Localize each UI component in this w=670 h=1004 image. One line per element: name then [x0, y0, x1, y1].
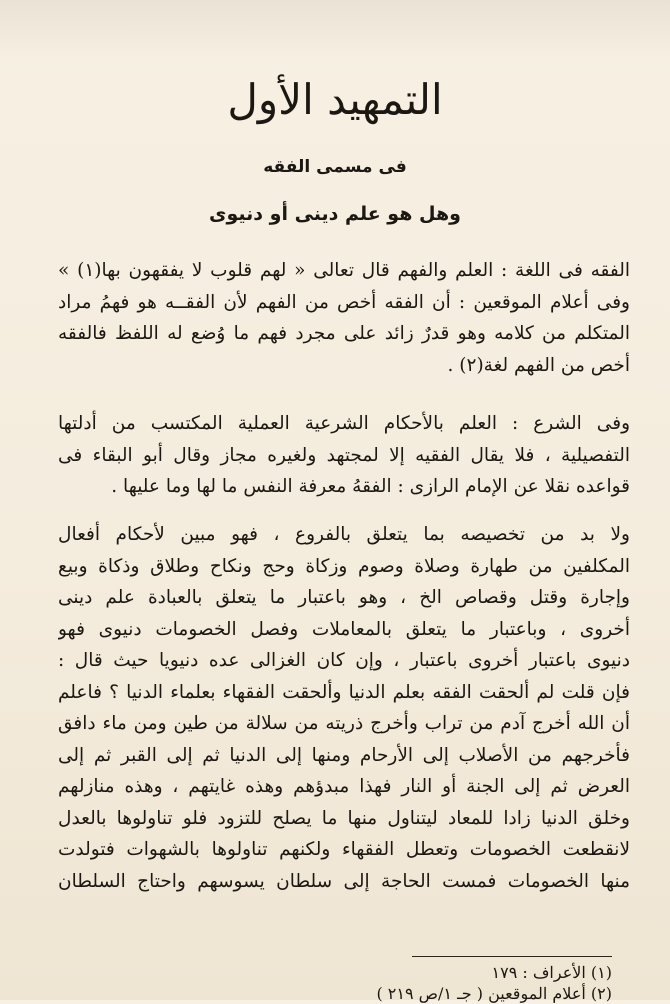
text-line: ولا بد من تخصيصه بما يتعلق بالفروع ، فهو مبين لأحكام أفعال [58, 524, 630, 545]
text-line: وإجارة وقتل وقصاص الخ ، وهو باعتبار ما يتعلق بالعبادة علم دينى [58, 587, 630, 608]
section-question: وهل هو علم دينى أو دنيوى [209, 203, 461, 225]
text-line: فإن قلت لم ألحقت الفقه بعلم الدنيا وألحقت الفقهاء بعلماء الدنيا ؟ فاعلم [58, 681, 630, 703]
footnote-2: (٢) أعلام الموقعين ( جـ ١/ص ٢١٩ ) [376, 984, 612, 1003]
text-line: التفصيلية ، فلا يقال الفقيه إلا لمجتهد ولغيره مجاز وقال أبو البقاء فى [58, 444, 630, 466]
text-line: المتكلم من كلامه وهو قدرٌ زائد على مجرد فهم ما وُضع له اللفظ فالفقه [58, 323, 630, 344]
chapter-title: التمهيد الأول [227, 75, 443, 124]
bleed-through-shadow [0, 0, 670, 60]
footnotes [192, 962, 612, 1004]
paragraph-legal-definition [58, 408, 630, 503]
text-line: دنيوى باعتبار أخروى باعتبار ، وإن كان الغزالى عده دنيويا حيث قال : [58, 650, 630, 671]
text-line: أن الله أخرج آدم من تراب وأخرج ذريته من سلالة من طين ومن ماء دافق [58, 713, 630, 734]
section-subtitle: فى مسمى الفقه [263, 157, 407, 177]
text-line: قواعده نقلا عن الإمام الرازى : الفقهُ معرفة النفس ما لها وما عليها . [111, 476, 630, 497]
text-line: وفى الشرع : العلم بالأحكام الشرعية العملية المكتسب من أدلتها [58, 413, 630, 434]
text-line: منها الخصومات فمست الحاجة إلى سلطان يسوسهم واحتاج السلطان [58, 870, 630, 892]
footnote-1: (١) الأعراف : ١٧٩ [491, 963, 612, 982]
text-line: فأخرجهم من الأصلاب إلى الأرحام ومنها إلى الدنيا ثم إلى القبر ثم إلى [58, 744, 630, 766]
paragraph-linguistic-definition [58, 255, 630, 381]
text-line: أخروى ، وباعتبار ما يتعلق بالمعاملات وفصل الخصومات دنيوى فهو [58, 618, 630, 640]
text-line: لانقطعت الخصومات وتعطل الفقهاء ولكنهم تناولوها بالشهوات فتولدت [58, 839, 630, 860]
text-line: العرض ثم إلى الجنة أو النار فهذا مبدؤهم وهذه غايتهم ، وهذه منازلهم [58, 776, 630, 797]
text-line: المكلفين من طهارة وصلاة وصوم وزكاة وحج ونكاح وطلاق وذكاة وبيع [58, 555, 630, 577]
paragraph-scope-discussion [58, 519, 630, 897]
text-line: وفى أعلام الموقعين : أن الفقه أخص من الفهم لأن الفقــه هو فهمُ مراد [58, 291, 630, 313]
text-line: الفقه فى اللغة : العلم والفهم قال تعالى « لهم قلوب لا يفقهون بها(١) » [58, 260, 630, 281]
text-line: أخص من الفهم لغة(٢) . [447, 354, 630, 376]
footnote-divider [412, 956, 612, 957]
text-line: وخلق الدنيا زادا للمعاد ليتناول منها ما يصلح للتزود فلو تناولوها بالعدل [58, 807, 630, 829]
